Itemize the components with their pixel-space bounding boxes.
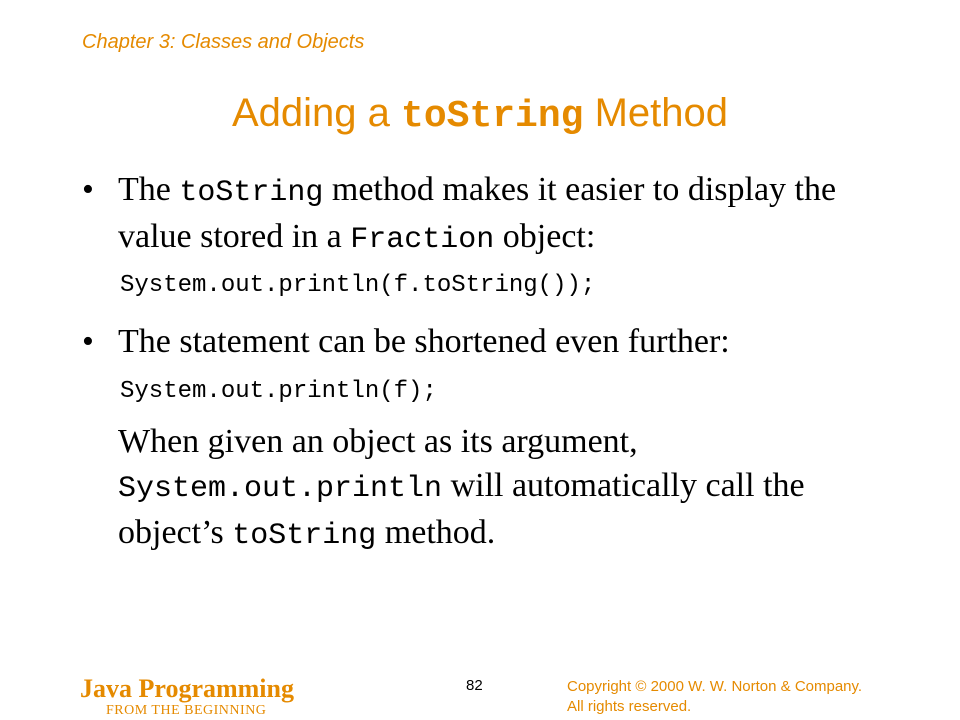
explanation-text: method. (376, 514, 496, 551)
explanation-code: System.out.println (118, 472, 443, 506)
explanation-text: When given an object as its argument, (118, 423, 638, 460)
bullet-1-text: method makes it easier to display the value stored in a (118, 171, 837, 255)
code-line-2: System.out.println(f); (120, 378, 437, 405)
bullet-1-code: toString (179, 176, 324, 210)
explanation-code: toString (232, 519, 377, 553)
bullet-1-code: Fraction (350, 223, 495, 257)
explanation-text: will automatically call the object’s (118, 467, 805, 551)
bullet-1 (118, 168, 898, 262)
book-title: Java Programming (80, 674, 294, 703)
explanation-paragraph (118, 420, 898, 558)
bullet-marker: • (82, 323, 94, 360)
copyright-line-2: All rights reserved. (567, 698, 692, 715)
bullet-marker: • (82, 171, 94, 208)
title-suffix: Method (583, 91, 728, 135)
chapter-label: Chapter 3: Classes and Objects (82, 31, 365, 53)
copyright-notice (567, 677, 862, 717)
bullet-2: The statement can be shortened even further: (118, 323, 730, 360)
bullet-1-text: The (118, 171, 180, 208)
title-prefix: Adding a (232, 91, 402, 135)
title-code: toString (401, 95, 584, 138)
book-subtitle: FROM THE BEGINNING (106, 703, 267, 718)
copyright-line-1: Copyright © 2000 W. W. Norton & Company. (567, 678, 863, 695)
page-number: 82 (466, 677, 483, 694)
code-line-1: System.out.println(f.toString()); (120, 272, 596, 299)
bullet-1-text: object: (494, 218, 596, 255)
slide-title (0, 91, 960, 138)
